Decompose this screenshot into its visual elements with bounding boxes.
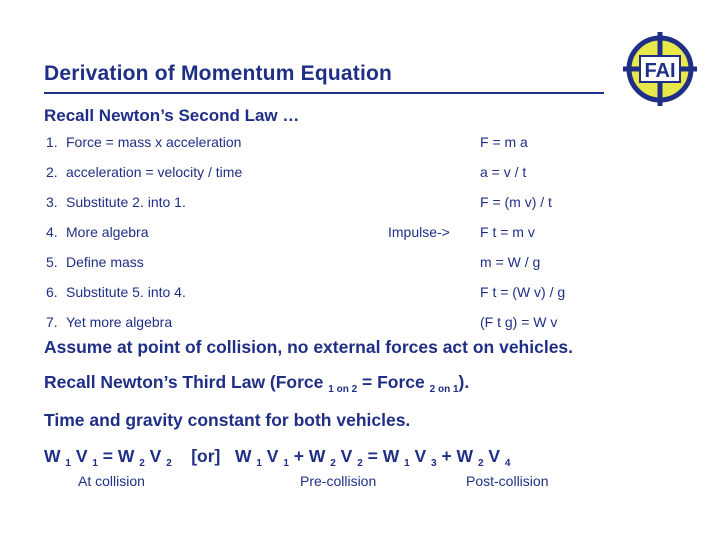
step-text: Substitute 2. into 1.: [66, 194, 186, 210]
step-7-equation: (F t g) = W v: [480, 314, 558, 330]
step-number: 7.: [46, 314, 58, 330]
fai-logo-graphic: [620, 32, 700, 106]
third-law-suffix: ).: [458, 372, 470, 392]
fai-logo: [620, 32, 700, 106]
third-law-mid: = Force: [357, 372, 430, 392]
eq-sub: 1: [283, 458, 289, 469]
step-number: 2.: [46, 164, 58, 180]
eq-sub: 2: [166, 458, 172, 469]
section-subtitle: Recall Newton’s Second Law …: [44, 106, 300, 125]
eq-part: V: [335, 446, 358, 466]
eq-sub: 3: [431, 458, 437, 469]
step-4-equation: F t = m v: [480, 224, 535, 240]
third-law-sub-1: 1 on 2: [328, 384, 358, 395]
eq-part: + W: [288, 446, 331, 466]
eq-part: [or] W: [171, 446, 257, 466]
eq-sub: 2: [357, 458, 363, 469]
logo-text: FAI: [644, 60, 676, 82]
eq-sub: 2: [139, 458, 145, 469]
third-law-sub-2: 2 on 1: [429, 384, 459, 395]
step-text: Force = mass x acceleration: [66, 134, 242, 150]
momentum-equation: [44, 446, 510, 469]
step-1-equation: F = m a: [480, 134, 528, 150]
step-text: Define mass: [66, 254, 144, 270]
third-law-prefix: Recall Newton’s Third Law (Force: [44, 372, 329, 392]
eq-sub: 2: [330, 458, 336, 469]
third-law-text: [44, 372, 469, 395]
step-2-equation: a = v / t: [480, 164, 527, 180]
eq-part: + W: [436, 446, 478, 466]
caption-at-collision: At collision: [78, 473, 145, 489]
caption-pre-collision: Pre-collision: [300, 473, 377, 489]
eq-part: V: [483, 446, 505, 466]
eq-part: V: [409, 446, 432, 466]
step-number: 1.: [46, 134, 58, 150]
step-text: Yet more algebra: [66, 314, 173, 330]
eq-sub: 4: [504, 458, 511, 469]
step-number: 6.: [46, 284, 58, 300]
eq-part: V: [261, 446, 284, 466]
eq-part: V: [70, 446, 93, 466]
step-number: 5.: [46, 254, 58, 270]
eq-sub: 2: [477, 458, 484, 469]
eq-part: = W: [97, 446, 140, 466]
step-6-equation: F t = (W v) / g: [480, 284, 566, 300]
step-text: acceleration = velocity / time: [66, 164, 243, 180]
eq-part: = W: [362, 446, 405, 466]
caption-post-collision: Post-collision: [466, 473, 549, 489]
step-5-equation: m = W / g: [480, 254, 541, 270]
step-number: 4.: [46, 224, 58, 240]
step-text: Substitute 5. into 4.: [66, 284, 186, 300]
assumption-text: Assume at point of collision, no external forces act on vehicles.: [44, 337, 574, 357]
eq-part: W: [44, 446, 66, 466]
impulse-note: Impulse->: [388, 224, 450, 240]
step-number: 3.: [46, 194, 58, 210]
eq-sub: 1: [92, 458, 98, 469]
eq-sub: 1: [65, 458, 71, 469]
time-gravity-text: Time and gravity constant for both vehicles.: [44, 410, 411, 430]
eq-sub: 1: [404, 458, 410, 469]
page-title: Derivation of Momentum Equation: [44, 62, 393, 85]
eq-part: V: [144, 446, 167, 466]
step-text: More algebra: [66, 224, 149, 240]
eq-sub: 1: [256, 458, 262, 469]
title-divider: [44, 92, 604, 94]
step-3-equation: F = (m v) / t: [480, 194, 552, 210]
